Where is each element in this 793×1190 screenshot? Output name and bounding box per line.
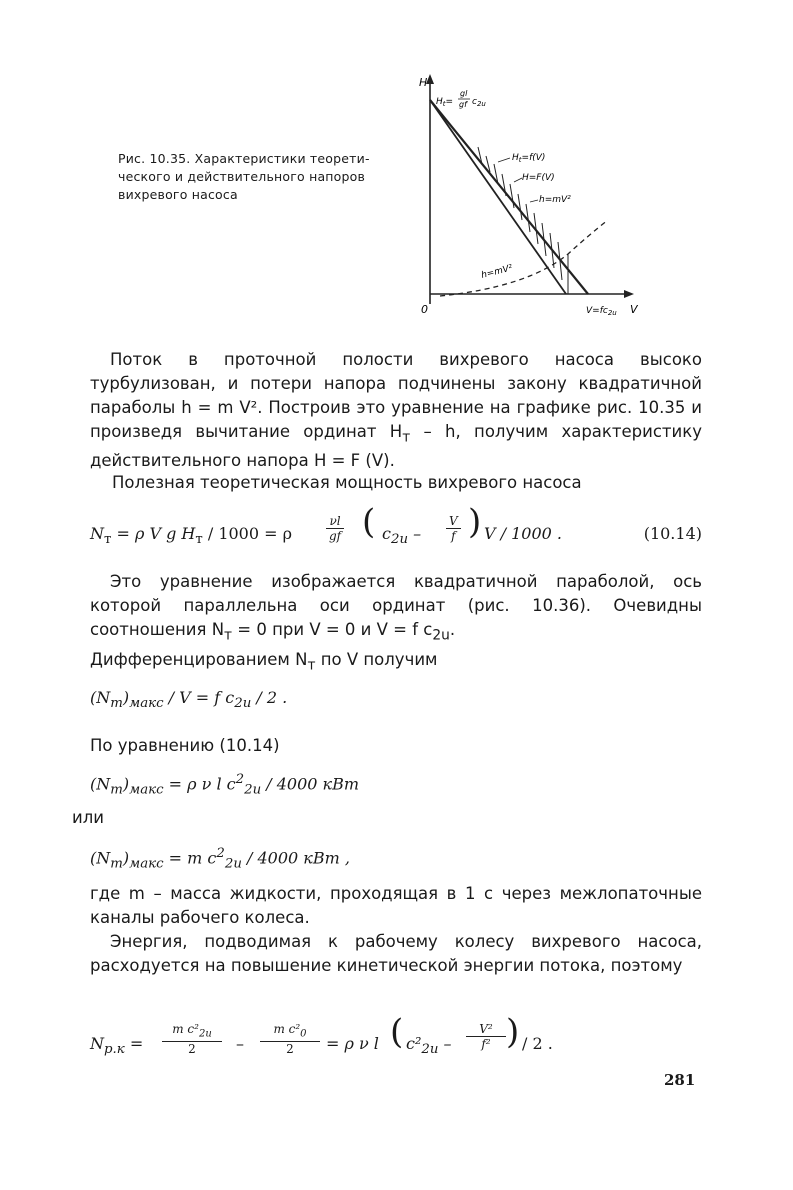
paragraph-7: где m – масса жидкости, проходящая в 1 с через межлопаточные каналы рабочего колеса. [90, 884, 702, 927]
label-origin: 0 [421, 303, 428, 316]
equation-max-over-v: $(N_т)_{макс} / V = f$ $c_{2u} / 2$ . [90, 688, 288, 712]
equation-max-power-kw: $(N_т)_{макс} = \rho$ ν l $c^2_{2u} / 4000$ кВт [90, 772, 360, 798]
caption-line: вихревого насоса [118, 187, 238, 202]
label-ht-left: $H_t=$ [436, 97, 454, 108]
label-curve-ht: $H_t=f(V)$ [512, 153, 546, 164]
label-curve-mv-lower: h=mV² [480, 263, 514, 281]
equation-10-14: $N_т = \rho$ V g $H_т / 1000 = \rho$ $\frac{\nu l}{gf}$ ( $c_{2u}$ – $\frac{V}{f}$ ) V / 1000 . (10.14) [90, 502, 702, 548]
label-ht-den: gf [459, 100, 467, 109]
paragraph-6: или [72, 808, 104, 827]
paragraph-5: По уравнению (10.14) [90, 736, 280, 755]
paragraph-3: Это уравнение изображается квадратичной параболой, ось которой параллельна оси ординат (рис. 10.36). Очевидны соотношения $N_т = 0$ при V = 0 и V = f $c_{2u}$. [90, 572, 702, 644]
label-ht-c: $c_{2u}$ [472, 97, 486, 108]
figure-caption [118, 150, 418, 204]
label-curve-h: H=F(V) [522, 173, 555, 183]
caption-line: Рис. 10.35. Характеристики теорети- [118, 151, 370, 166]
caption-line: ческого и действительного напоров [118, 169, 366, 184]
label-ht-num: gl [460, 89, 468, 98]
page-number: 281 [664, 1071, 696, 1089]
parabola-h-mv2 [440, 220, 608, 296]
label-x-intercept: $V=fc_{2u}$ [586, 306, 617, 317]
label-curve-mv-right: h=mV² [539, 195, 571, 205]
subscript: т [402, 429, 411, 446]
x-axis-arrow [624, 290, 634, 298]
paragraph-2: Полезная теоретическая мощность вихревого насоса [112, 473, 582, 492]
equation-impeller-power: $N_{р.к}$ = $\frac{m c^2_{2u}}{2}$ – $\frac{m c^2_0}{2}$ = ρ ν l ( $c^2_{2u}$ – $\frac{\text{V²}}{\text{f²}}$ ) / 2 . [90, 1012, 553, 1058]
paragraph-1: Поток в проточной полости вихревого насоса высоко турбулизован, и потери напора подчинены закону квадратичной параболы h = m V². Построив это уравнение на графике рис. 10.35 и произведя вычитание ординат $H_т$ – h, получим характеристику действительного напора H = F (V). [90, 350, 702, 471]
paragraph-4: Дифференцированием $N_т$ по V получим [90, 650, 438, 674]
figure-10-35 [418, 72, 658, 322]
label-x-axis: V [630, 303, 638, 316]
equation-number: (10.14) [643, 524, 702, 543]
equation-max-power-mass: $(N_т)_{макс} = m$ $c^2_{2u} / 4000$ кВт , [90, 846, 350, 872]
label-y-axis: H [419, 76, 428, 89]
paragraph-8: Энергия, подводимая к рабочему колесу вихревого насоса, расходуется на повышение кинетической энергии потока, поэтому [90, 932, 702, 975]
